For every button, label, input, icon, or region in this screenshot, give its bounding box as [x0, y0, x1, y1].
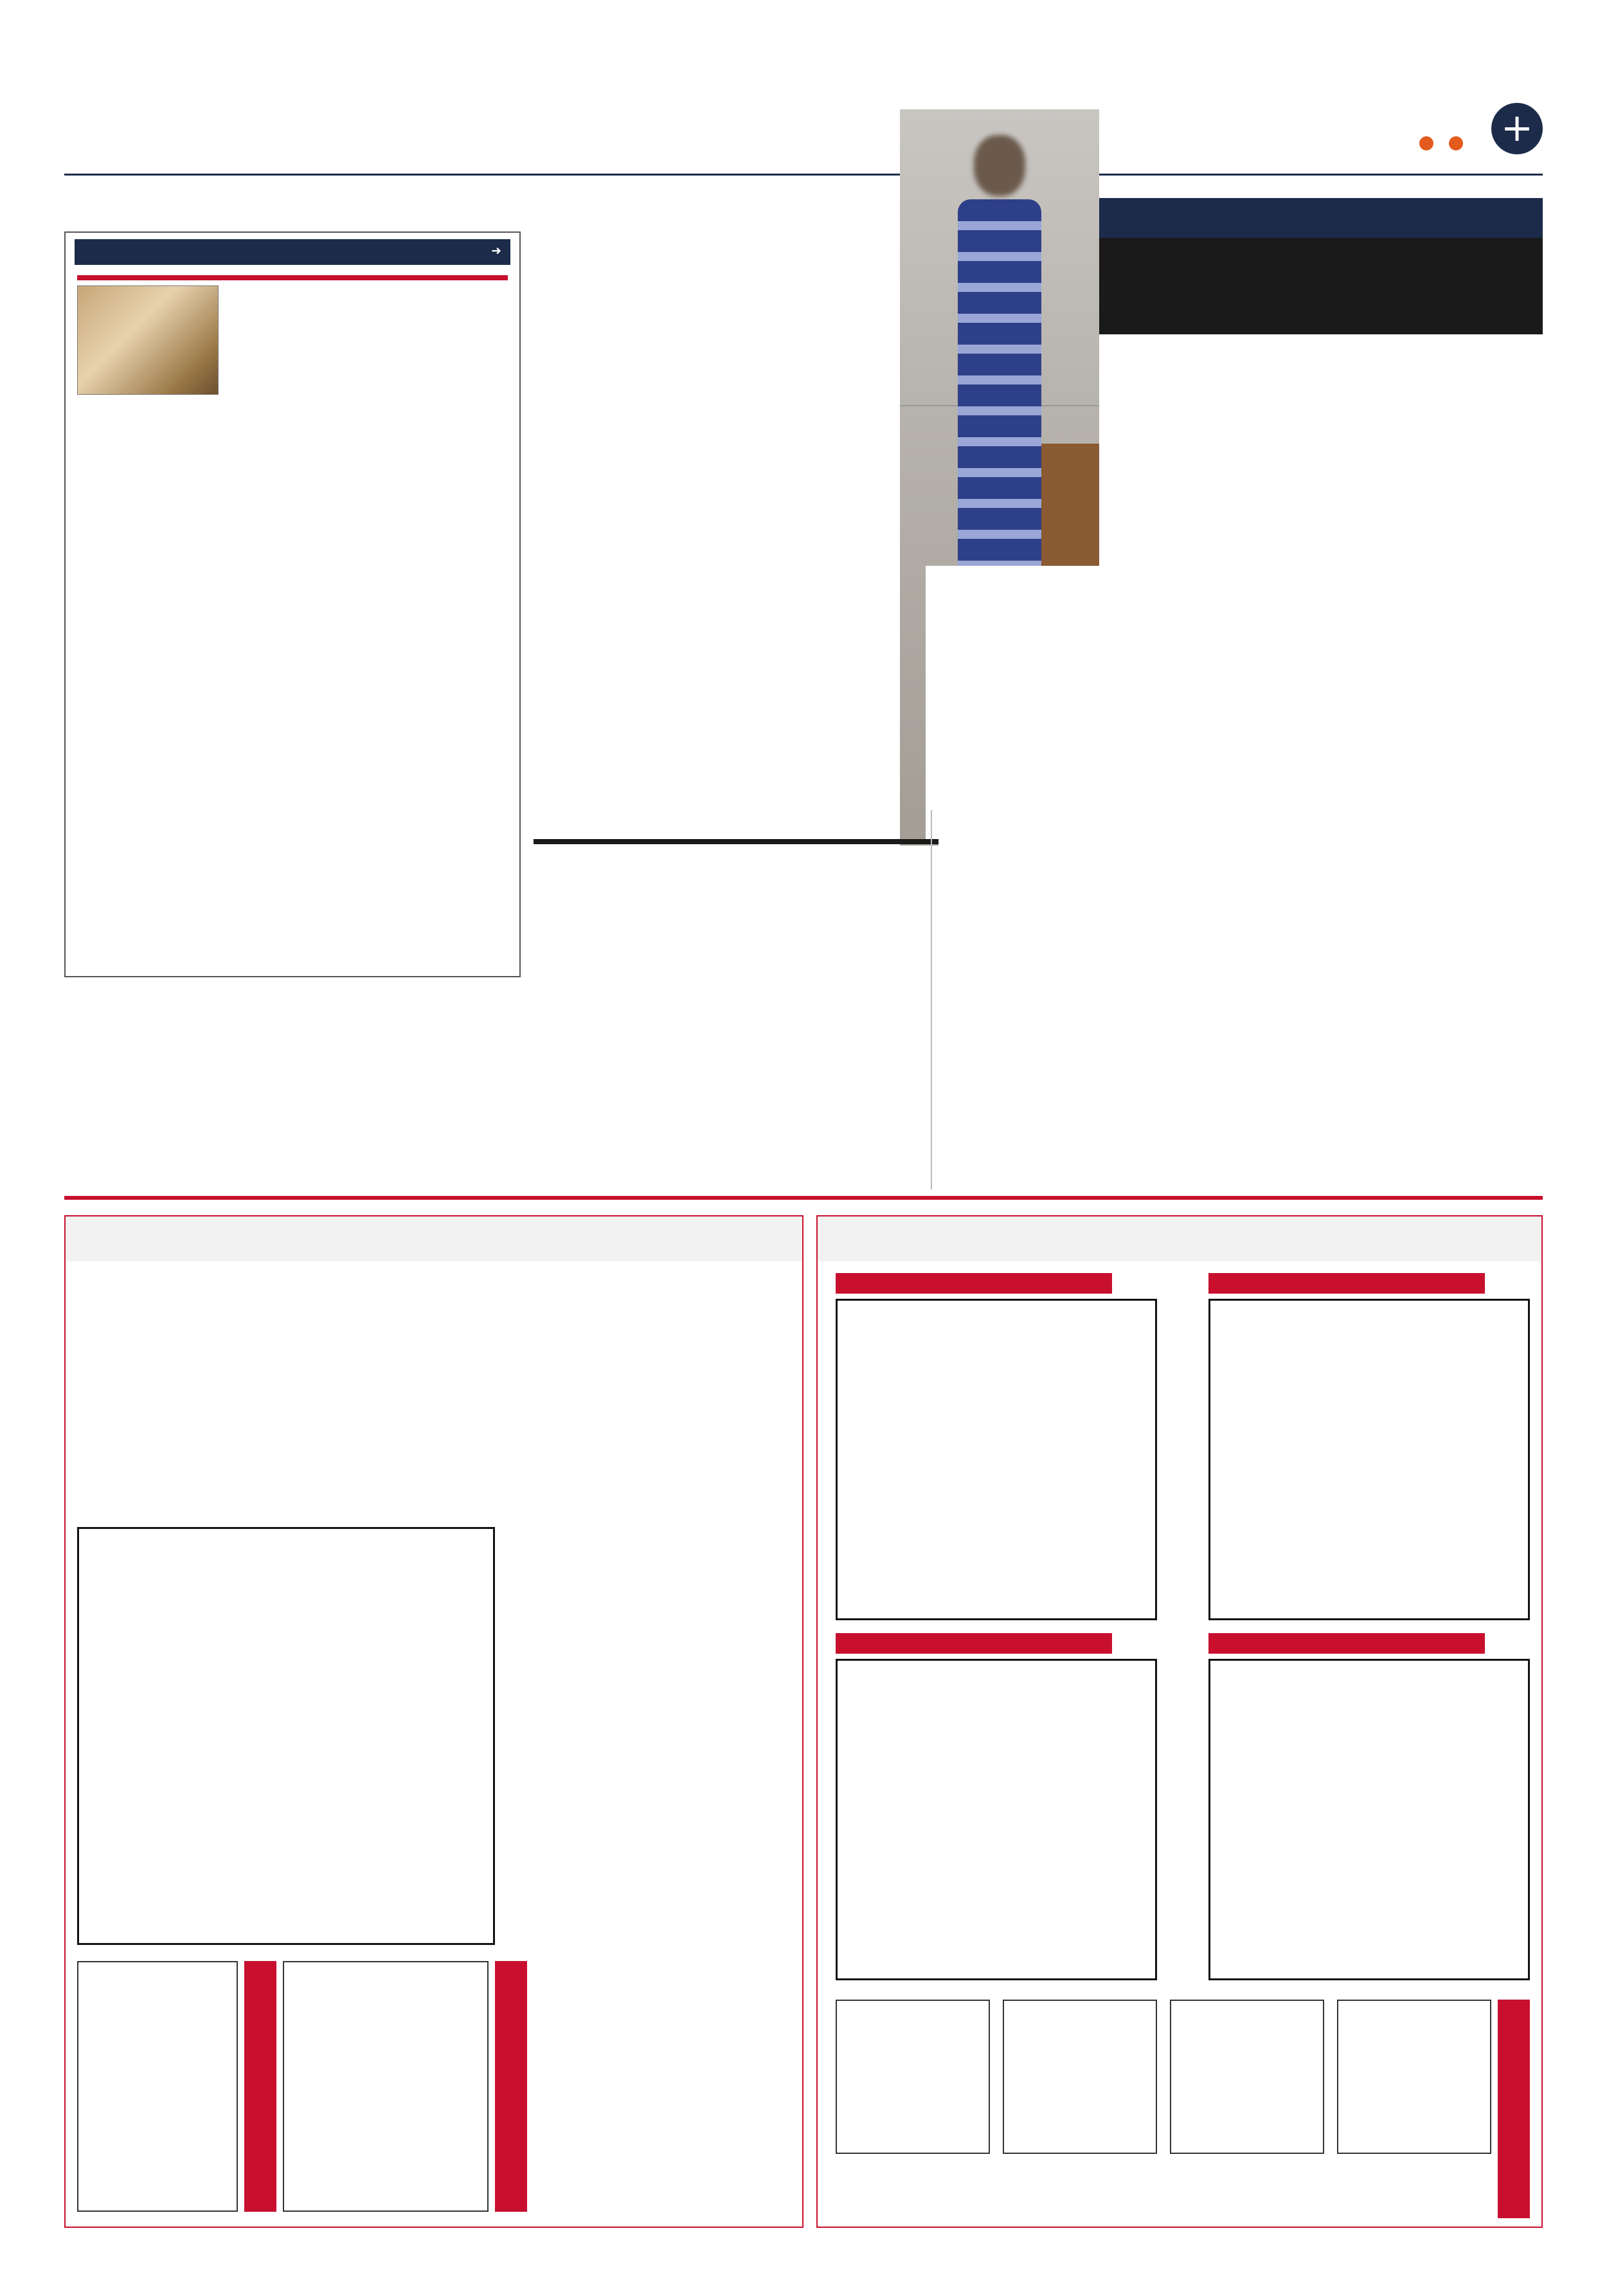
- crossword-grid[interactable]: [77, 1527, 495, 1945]
- sudoku-label-very-hard: [836, 1633, 1112, 1654]
- lead-col-3-text: [926, 566, 1118, 842]
- arrow-icon: ➜: [491, 244, 501, 258]
- story-divider: [931, 810, 932, 1189]
- news-bottom-rule: [64, 1196, 1543, 1200]
- crossword-solution-special-label: [244, 1961, 276, 2212]
- lead-col-5: [534, 257, 765, 823]
- sudoku-label-hard: [1208, 1633, 1485, 1654]
- lead-col-4: [771, 257, 893, 823]
- glass-drug-photo: [77, 285, 219, 395]
- header-rule: [64, 174, 1543, 176]
- story3-body: [534, 862, 926, 1189]
- side-s4-text: [226, 285, 508, 395]
- crossword-row-numbers: [498, 1527, 524, 1945]
- sudoku-label-medium: [836, 1273, 1112, 1294]
- sudoku-solution-label: [1498, 2000, 1530, 2218]
- crossword-col-numbers: [77, 1508, 495, 1526]
- lead-col-1: [1350, 344, 1543, 845]
- sudoku-very-hard[interactable]: [836, 1659, 1157, 1980]
- crossword-normal-clues: [540, 1270, 797, 1939]
- story2-title: [938, 804, 1543, 849]
- crossword-solution-normal-label: [495, 1961, 527, 2212]
- crossword-solution-special: [77, 1961, 238, 2212]
- plus-icon[interactable]: +: [1491, 103, 1543, 154]
- social-telegram[interactable]: [1419, 136, 1436, 153]
- story2-body: [938, 855, 1543, 1189]
- side-content: [77, 270, 508, 971]
- crossword-special-clues-2: [540, 1948, 797, 2218]
- social-links: [1208, 135, 1466, 154]
- sudoku-label-easy: [1208, 1273, 1485, 1294]
- story3-title: [534, 810, 926, 855]
- sudoku-solution-grid-1: [836, 2000, 990, 2154]
- crossword-special-clues: [77, 1270, 527, 1495]
- instagram-icon: [1449, 136, 1463, 150]
- sudoku-solution-grid-3: [1170, 2000, 1324, 2154]
- social-instagram[interactable]: [1449, 136, 1466, 153]
- sudoku-medium[interactable]: [836, 1299, 1157, 1620]
- lead-col-2: [1131, 344, 1337, 845]
- sudoku-header: [818, 1216, 1541, 1261]
- crossword-header: [66, 1216, 802, 1261]
- side-s2-title: [77, 275, 508, 280]
- sudoku-solution-grid-4: [1337, 2000, 1491, 2154]
- side-tag: [75, 239, 510, 265]
- sudoku-hard[interactable]: [1208, 1659, 1530, 1980]
- sudoku-solution-grid-2: [1003, 2000, 1157, 2154]
- telegram-icon: [1419, 136, 1433, 150]
- crossword-solution-normal: [283, 1961, 489, 2212]
- sudoku-easy[interactable]: [1208, 1299, 1530, 1620]
